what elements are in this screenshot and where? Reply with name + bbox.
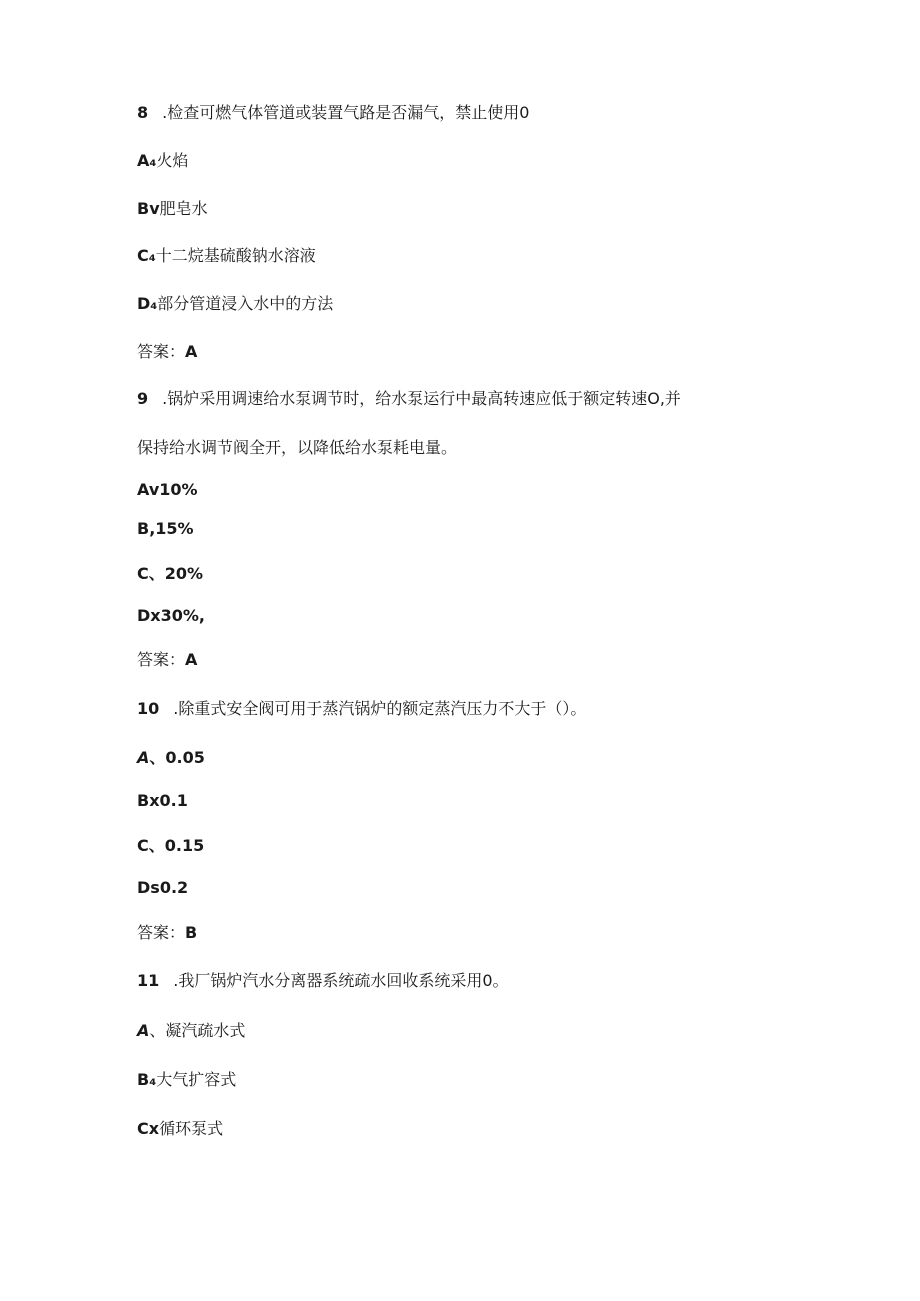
option-label: Bv bbox=[137, 199, 160, 218]
question-8-stem bbox=[137, 102, 529, 124]
option-b bbox=[137, 518, 194, 540]
option-label: B₄ bbox=[137, 1070, 157, 1089]
option-text: 0.15 bbox=[164, 836, 205, 855]
answer-label: 答案： bbox=[137, 342, 186, 361]
option-label: B, bbox=[137, 519, 156, 538]
answer-label: 答案： bbox=[137, 923, 186, 942]
option-label: C、 bbox=[137, 836, 165, 855]
option-text: 肥皂水 bbox=[159, 199, 208, 218]
option-text: 火焰 bbox=[156, 151, 189, 170]
option-text: 、凝汽疏水式 bbox=[149, 1021, 246, 1040]
option-text: 0.1 bbox=[159, 791, 188, 810]
option-c bbox=[137, 563, 203, 585]
question-10-stem bbox=[137, 698, 586, 720]
option-label: C、 bbox=[137, 564, 165, 583]
option-a bbox=[137, 1020, 245, 1042]
option-d bbox=[137, 605, 205, 627]
option-label: A bbox=[137, 748, 150, 767]
option-text: 20% bbox=[164, 564, 204, 583]
option-text: 十二烷基硫酸钠水溶液 bbox=[155, 246, 316, 265]
question-9-stem-continued bbox=[137, 437, 457, 459]
answer-label: 答案： bbox=[137, 650, 186, 669]
option-label: Bx bbox=[137, 791, 160, 810]
option-c bbox=[137, 1118, 223, 1140]
option-c bbox=[137, 835, 204, 857]
question-number: 11 bbox=[137, 971, 160, 990]
question-number: 8 bbox=[137, 103, 149, 122]
option-c bbox=[137, 245, 316, 267]
option-label: D₄ bbox=[137, 294, 158, 313]
option-b bbox=[137, 790, 188, 812]
option-label: Cx bbox=[137, 1119, 160, 1138]
option-label: Dx bbox=[137, 606, 161, 625]
question-text: .检查可燃气体管道或装置气路是否漏气，禁止使用0 bbox=[162, 103, 530, 122]
option-text: 0.2 bbox=[159, 878, 189, 897]
question-text: .我厂锅炉汽水分离器系统疏水回收系统采用0。 bbox=[173, 971, 509, 990]
option-b bbox=[137, 1069, 236, 1091]
answer-value: A bbox=[185, 342, 198, 361]
option-label: C₄ bbox=[137, 246, 156, 265]
option-text: 部分管道浸入水中的方法 bbox=[157, 294, 334, 313]
option-d bbox=[137, 877, 188, 899]
option-text: 大气扩容式 bbox=[156, 1070, 237, 1089]
option-a bbox=[137, 479, 198, 501]
question-text: .锅炉采用调速给水泵调节时，给水泵运行中最高转速应低于额定转速O,并 bbox=[162, 389, 681, 408]
option-b bbox=[137, 198, 208, 220]
question-9-stem bbox=[137, 388, 681, 410]
answer-value: B bbox=[185, 923, 198, 942]
option-text: 10% bbox=[159, 480, 198, 499]
option-text: 、0.05 bbox=[149, 748, 205, 767]
option-a bbox=[137, 150, 188, 172]
option-label: A bbox=[137, 1021, 150, 1040]
option-text: 循环泵式 bbox=[159, 1119, 224, 1138]
option-d bbox=[137, 293, 333, 315]
question-number: 10 bbox=[137, 699, 160, 718]
option-label: Av bbox=[137, 480, 160, 499]
answer-line bbox=[137, 341, 197, 363]
answer-line bbox=[137, 649, 197, 671]
option-text: 30%, bbox=[160, 606, 205, 625]
option-a bbox=[137, 747, 205, 769]
question-11-stem bbox=[137, 970, 509, 992]
option-text: 15% bbox=[155, 519, 194, 538]
option-label: Ds bbox=[137, 878, 160, 897]
question-number: 9 bbox=[137, 389, 149, 408]
question-text-continued: 保持给水调节阀全开，以降低给水泵耗电量。 bbox=[137, 438, 458, 457]
answer-value: A bbox=[185, 650, 198, 669]
option-label: A₄ bbox=[137, 151, 157, 170]
answer-line bbox=[137, 922, 197, 944]
question-text: .除重式安全阀可用于蒸汽锅炉的额定蒸汽压力不大于（）。 bbox=[173, 699, 587, 718]
